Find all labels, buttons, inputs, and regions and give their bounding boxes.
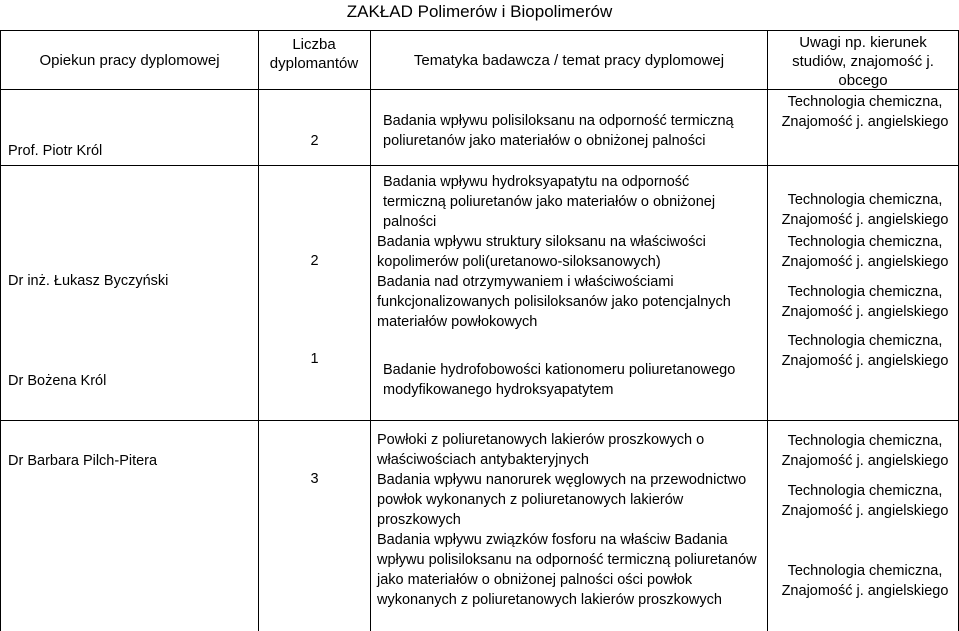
supervisor-name: Prof. Piotr Król bbox=[8, 143, 103, 159]
supervisor-name: Dr Barbara Pilch-Pitera bbox=[8, 453, 158, 469]
supervisor-name: Dr Bożena Król bbox=[8, 373, 107, 389]
header-count: Liczba dyplomantów bbox=[269, 36, 359, 72]
student-count: 1 bbox=[310, 351, 319, 367]
notes-cell: Technologia chemiczna, Znajomość j. angielskiego bbox=[781, 563, 949, 599]
header-topic: Tematyka badawcza / temat pracy dyplomowej bbox=[413, 52, 725, 69]
research-topic: Badania wpływu struktury siloksanu na właściwości kopolimerów poli(uretanowo-siloksanowych) bbox=[377, 234, 706, 270]
notes-cell: Technologia chemiczna, Znajomość j. angielskiego bbox=[781, 192, 949, 228]
notes-cell: Technologia chemiczna, Znajomość j. angielskiego bbox=[781, 234, 949, 270]
notes-cell: Technologia chemiczna, Znajomość j. angielskiego bbox=[781, 284, 949, 320]
research-topic: Badania wpływu związków fosforu na właściw Badania wpływu polisiloksanu na odporność termiczną poliuretanów jako materiałów o obniżonej palności ości powłok wykonanych z poliuretanowych lakierów proszkowych bbox=[377, 532, 757, 608]
page-title: ZAKŁAD Polimerów i Biopolimerów bbox=[346, 2, 613, 21]
notes-cell: Technologia chemiczna, Znajomość j. angielskiego bbox=[781, 433, 949, 469]
student-count: 2 bbox=[310, 253, 319, 269]
student-count: 3 bbox=[310, 471, 319, 487]
research-topic: Badania wpływu hydroksyapatytu na odporność termiczną poliuretanów jako materiałów o obniżonej palności bbox=[383, 174, 716, 230]
supervisor-name: Dr inż. Łukasz Byczyński bbox=[8, 273, 169, 289]
research-topic: Badanie hydrofobowości kationomeru poliuretanowego modyfikowanego hydroksyapatytem bbox=[383, 362, 736, 398]
student-count: 2 bbox=[310, 133, 319, 149]
notes-cell: Technologia chemiczna, Znajomość j. angielskiego bbox=[781, 94, 949, 130]
header-supervisor: Opiekun pracy dyplomowej bbox=[39, 52, 220, 69]
research-topic: Badania wpływu nanorurek węglowych na przewodnictwo powłok wykonanych z poliuretanowych lakierów proszkowych bbox=[377, 472, 747, 528]
notes-cell: Technologia chemiczna, Znajomość j. angielskiego bbox=[781, 483, 949, 519]
research-topic: Powłoki z poliuretanowych lakierów proszkowych o właściwościach antybakteryjnych bbox=[377, 432, 705, 468]
notes-cell: Technologia chemiczna, Znajomość j. angielskiego bbox=[781, 333, 949, 369]
header-notes: Uwagi np. kierunek studiów, znajomość j. obcego bbox=[792, 34, 934, 89]
research-topic: Badania wpływu polisiloksanu na odporność termiczną poliuretanów jako materiałów o obniżonej palności bbox=[383, 113, 734, 149]
research-topic: Badania nad otrzymywaniem i właściwościami funkcjonalizowanych polisiloksanów jako potencjalnych materiałów powłokowych bbox=[377, 274, 731, 330]
